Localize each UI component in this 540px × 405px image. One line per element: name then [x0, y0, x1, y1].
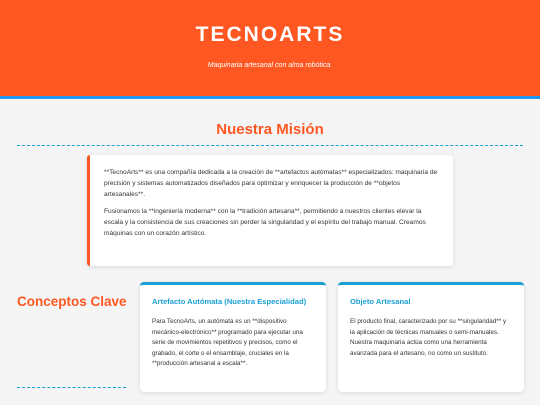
- concept-card-body: El producto final, caracterizado por su **singularidad** y la aplicación de técnicas manuales o semi-manuales. Nuestra maquinaria actúa como una herramienta avanzada para el artesano, no como un sustituto.: [350, 318, 507, 357]
- site-tagline: Maquinaria artesanal con alma robótica.: [207, 62, 333, 69]
- concept-card-artisan-object: [338, 282, 524, 392]
- concept-card-title: Artefacto Autómata (Nuestra Especialidad): [152, 297, 307, 306]
- concepts-divider: [17, 387, 126, 388]
- mission-heading: Nuestra Misión: [216, 121, 324, 138]
- concept-card-body: Para TecnoArts, un autómata es un **dispositivo mecánico-electrónico** programado para ejecutar una serie de movimientos repetitivos y precisos, como el grabado, el corte o el ensamblaje, cruciales en la **producción artesanal a escala**.: [152, 318, 303, 367]
- mission-paragraph-2: Fusionamos la **ingeniería moderna** con la **tradición artesana**, permitiendo a nuestros clientes elevar la escala y la consistencia de sus creaciones sin perder la singularidad y el espíritu del trabajo manual. Creamos máquinas con un corazón artístico.: [104, 208, 426, 237]
- section-divider: [17, 145, 523, 146]
- concept-card-automaton: [140, 282, 326, 392]
- concepts-heading: Conceptos Clave: [17, 294, 127, 309]
- mission-card: [87, 155, 453, 266]
- hero-banner: [0, 0, 540, 99]
- site-title: TECNOARTS: [195, 23, 345, 46]
- concept-card-title: Objeto Artesanal: [350, 297, 411, 306]
- mission-paragraph-1: **TecnoArts** es una compañía dedicada a la creación de **artefactos autómatas** especializados: maquinaria de precisión y sistemas automatizados diseñados para optimizar y enriquecer la producción de **objetos artesanales**.: [104, 169, 438, 198]
